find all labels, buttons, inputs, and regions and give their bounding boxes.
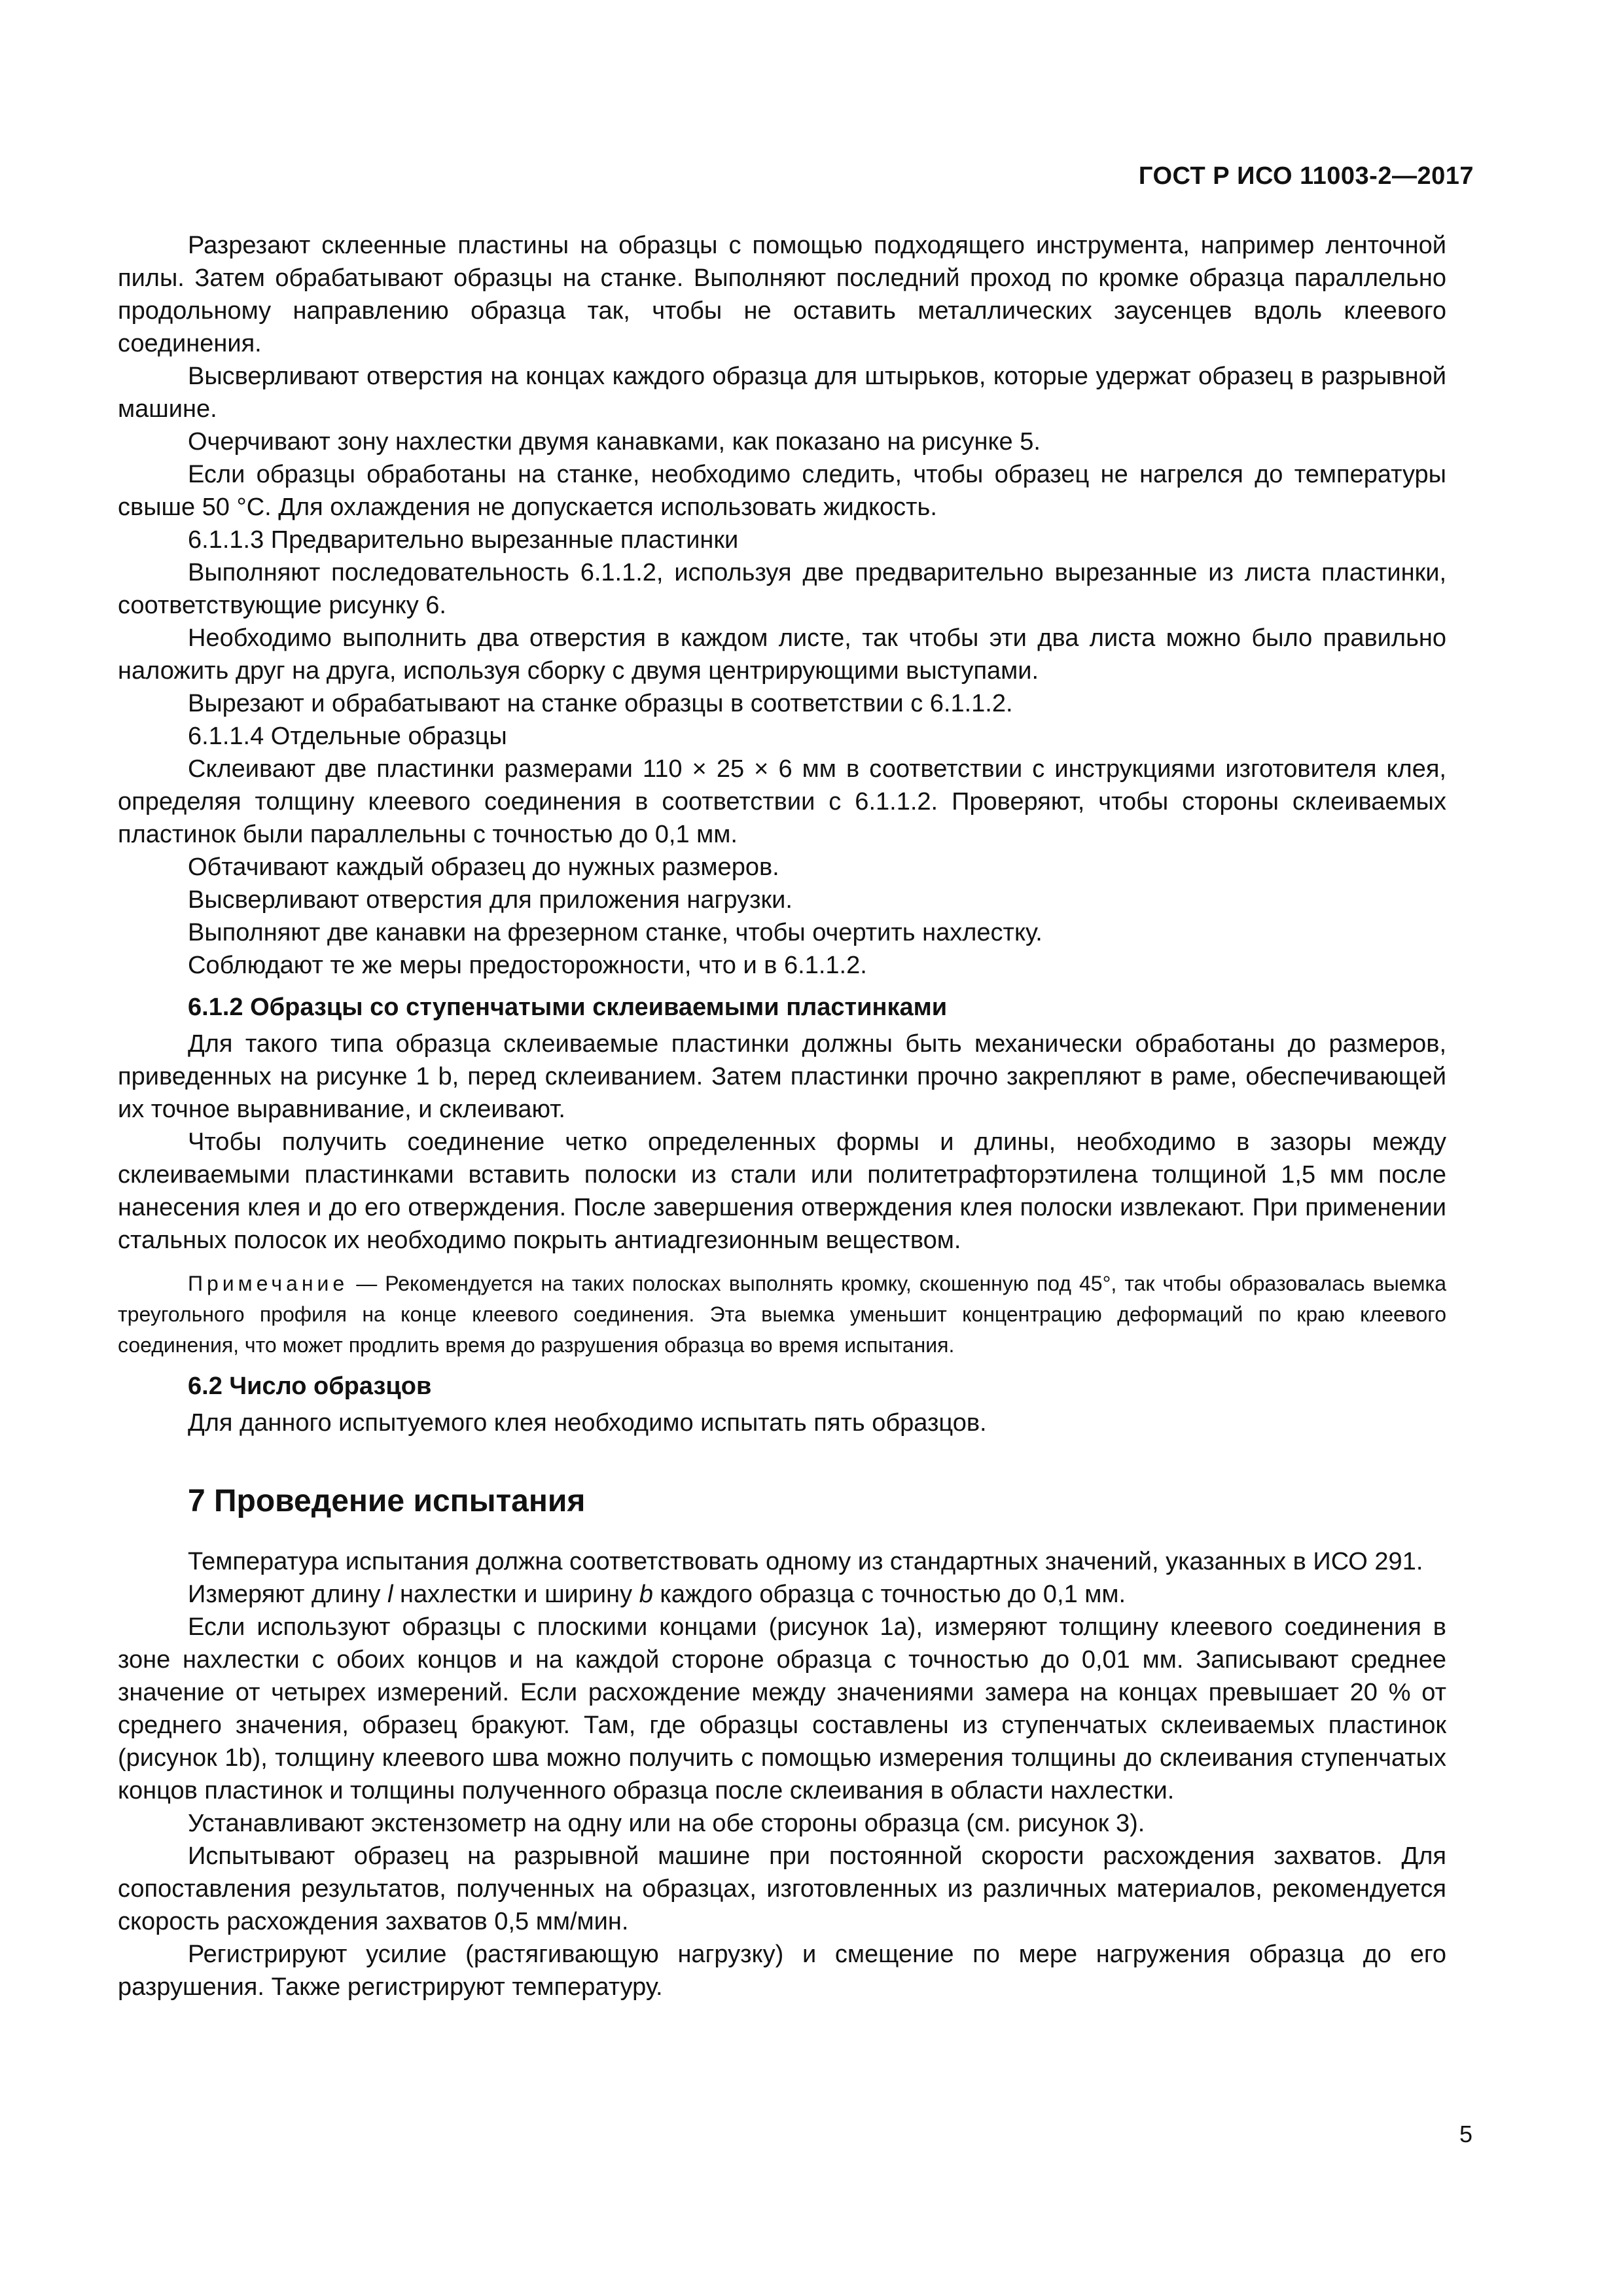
- paragraph: Высверливают отверстия на концах каждого образца для штырьков, которые удержат образец в разрывной машине.: [118, 363, 1446, 423]
- paragraph: Высверливают отверстия для приложения нагрузки.: [188, 886, 793, 914]
- note-text: — Рекомендуется на таких полосках выполнять кромку, скошенную под 45°, так чтобы образовалась выемка треугольного профиля на конце клеевого соединения. Эта выемка уменьшит концентрацию деформаций по краю клеевого соединения, что может продлить время до разрушения образца во время испытания.: [118, 1272, 1446, 1357]
- paragraph: Для такого типа образца склеиваемые пластинки должны быть механически обработаны до размеров, приведенных на рисунке 1 b, перед склеиванием. Затем пластинки прочно закрепляют в раме, обеспечивающей их точное выравнивание, и склеивают.: [118, 1030, 1446, 1123]
- paragraph: Разрезают склеенные пластины на образцы с помощью подходящего инструмента, например ленточной пилы. Затем обрабатывают образцы на станке. Выполняют последний проход по кромке образца параллельно продольному направлению образца так, чтобы не оставить металлических заусенцев вдоль клеевого соединения.: [118, 232, 1446, 357]
- paragraph: Чтобы получить соединение четко определенных формы и длины, необходимо в зазоры между склеиваемыми пластинками вставить полоски из стали или политетрафторэтилена толщиной 1,5 мм после нанесения клея и до его отверждения. После завершения отверждения клея полоски извлекают. При применении стальных полосок их необходимо покрыть антиадгезионным веществом.: [118, 1128, 1446, 1254]
- paragraph: [118, 1578, 1446, 1611]
- subsection-title-6-1-1-3: 6.1.1.3 Предварительно вырезанные пластинки: [188, 526, 739, 554]
- paragraph: Если образцы обработаны на станке, необходимо следить, чтобы образец не нагрелся до температуры свыше 50 °С. Для охлаждения не допускается использовать жидкость.: [118, 461, 1446, 521]
- section-heading-6-1-2: 6.1.2 Образцы со ступенчатыми склеиваемыми пластинками: [188, 994, 948, 1021]
- var-b: b: [639, 1581, 653, 1608]
- paragraph: Обтачивают каждый образец до нужных размеров.: [188, 853, 779, 881]
- text-run: Измеряют длину: [188, 1581, 388, 1608]
- note-label: Примечание: [188, 1272, 349, 1295]
- section-heading-6-2: 6.2 Число образцов: [188, 1372, 432, 1400]
- paragraph: Испытывают образец на разрывной машине при постоянной скорости расхождения захватов. Для сопоставления результатов, полученных на образцах, изготовленных из различных материалов, рекомендуется скорость расхождения захватов 0,5 мм/мин.: [118, 1842, 1446, 1935]
- text-run: каждого образца с точностью до 0,1 мм.: [652, 1581, 1126, 1608]
- paragraph: Регистрируют усилие (растягивающую нагрузку) и смещение по мере нагружения образца до его разрушения. Также регистрируют температуру.: [118, 1941, 1446, 2001]
- paragraph: Устанавливают экстензометр на одну или на обе стороны образца (см. рисунок 3).: [188, 1810, 1145, 1837]
- paragraph: Для данного испытуемого клея необходимо испытать пять образцов.: [188, 1409, 987, 1437]
- paragraph: Если используют образцы с плоскими концами (рисунок 1а), измеряют толщину клеевого соединения в зоне нахлестки с обоих концов и на каждой стороне образца с точностью до 0,01 мм. Записывают среднее значение от четырех измерений. Если расхождение между значениями замера на концах превышает 20 % от среднего значения, образец бракуют. Там, где образцы составлены из ступенчатых склеиваемых пластинок (рисунок 1b), толщину клеевого шва можно получить с помощью измерения толщины до склеивания ступенчатых концов пластинок и толщины полученного образца после склеивания в области нахлестки.: [118, 1613, 1446, 1804]
- text-run: нахлестки и ширину: [393, 1581, 639, 1608]
- section-heading-7: 7 Проведение испытания: [188, 1484, 586, 1518]
- document-header: ГОСТ Р ИСО 11003-2—2017: [1138, 162, 1474, 190]
- document-body: [118, 229, 1446, 2003]
- subsection-title-6-1-1-4: 6.1.1.4 Отдельные образцы: [188, 723, 507, 750]
- paragraph: Необходимо выполнить два отверстия в каждом листе, так чтобы эти два листа можно было правильно наложить друг на друга, используя сборку с двумя центрирующими выступами.: [118, 624, 1446, 685]
- paragraph: Выполняют две канавки на фрезерном станке, чтобы очертить нахлестку.: [188, 919, 1043, 946]
- note: [118, 1268, 1446, 1361]
- paragraph: Выполняют последовательность 6.1.1.2, используя две предварительно вырезанные из листа пластинки, соответствующие рисунку 6.: [118, 559, 1446, 619]
- paragraph: Очерчивают зону нахлестки двумя канавками, как показано на рисунке 5.: [188, 428, 1041, 456]
- paragraph: Склеивают две пластинки размерами 110 × 25 × 6 мм в соответствии с инструкциями изготовителя клея, определяя толщину клеевого соединения в соответствии с 6.1.1.2. Проверяют, чтобы стороны склеиваемых пластинок были параллельны с точностью до 0,1 мм.: [118, 755, 1446, 848]
- paragraph: Вырезают и обрабатывают на станке образцы в соответствии с 6.1.1.2.: [188, 690, 1013, 717]
- var-l: l: [387, 1581, 393, 1608]
- paragraph: Соблюдают те же меры предосторожности, что и в 6.1.1.2.: [188, 952, 867, 979]
- paragraph: Температура испытания должна соответствовать одному из стандартных значений, указанных в ИСО 291.: [188, 1548, 1423, 1575]
- page-number: 5: [1459, 2121, 1472, 2147]
